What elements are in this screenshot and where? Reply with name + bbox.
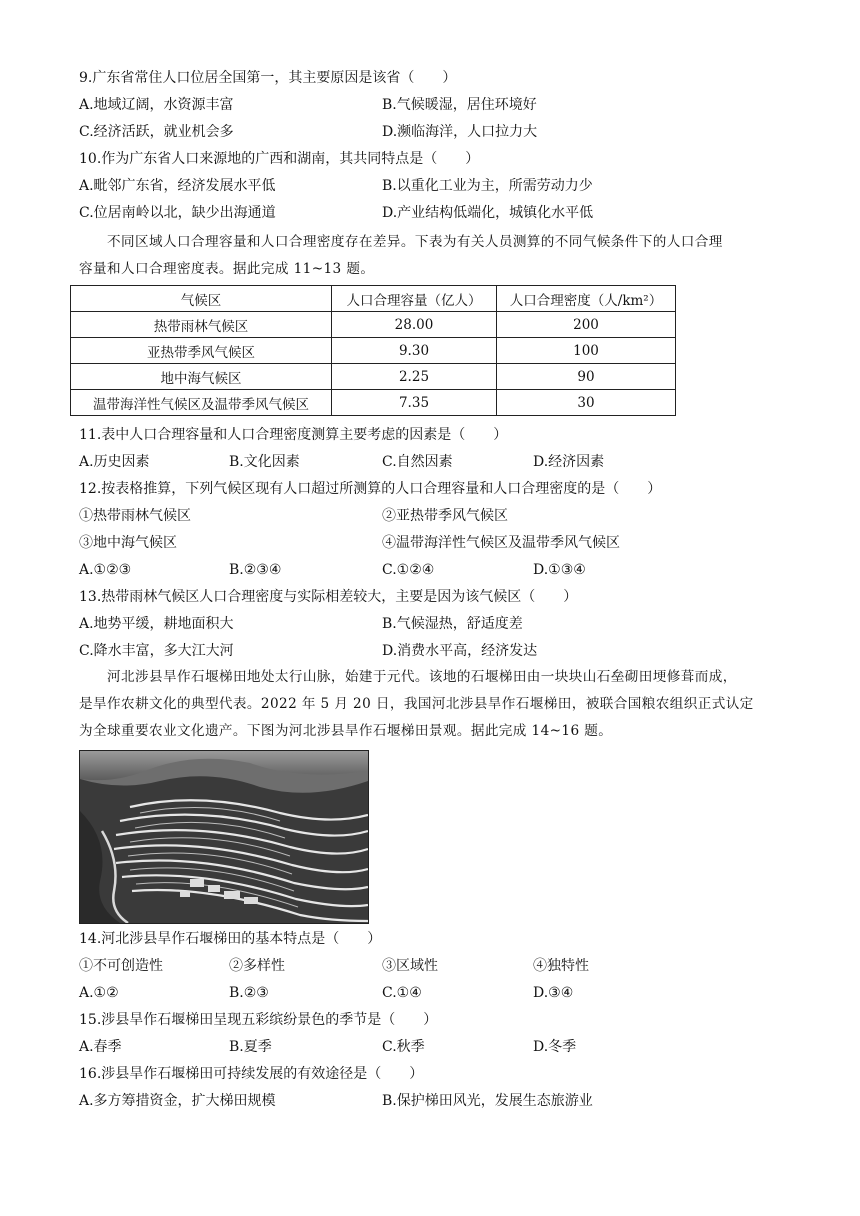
q15-option-d: D.冬季 [533,1039,577,1055]
table-header-row [71,286,676,312]
q9-stem: 9.广东省常住人口位居全国第一，其主要原因是该省（ ） [79,70,457,86]
q14-item-3: ③区域性 [382,958,438,974]
q14-option-d: D.③④ [533,985,574,1001]
q15-option-b: B.夏季 [229,1039,272,1055]
q14-option-a: A.①② [79,985,119,1001]
terrace-landscape-photo [79,750,369,924]
table-cell: 9.30 [332,338,497,364]
table-cell: 2.25 [332,364,497,390]
q13-option-c: C.降水丰富，多大江大河 [79,643,234,659]
q12-option-a: A.①②③ [79,562,132,578]
q13-stem: 13.热带雨林气候区人口合理密度与实际相差较大，主要是因为该气候区（ ） [79,589,578,605]
q13-option-b: B.气候湿热，舒适度差 [382,616,523,632]
q9-option-d: D.濒临海洋，人口拉力大 [382,124,538,140]
q14-item-2: ②多样性 [229,958,285,974]
q10-option-a: A.毗邻广东省，经济发展水平低 [79,178,276,194]
table-cell: 200 [497,312,676,338]
table-header-capacity: 人口合理容量（亿人） [332,286,497,312]
intro2-line2: 是旱作农耕文化的典型代表。2022 年 5 月 20 日，我国河北涉县旱作石堰梯田，被联合国粮农组织正式认定 [79,696,754,712]
q11-stem: 11.表中人口合理容量和人口合理密度测算主要考虑的因素是（ ） [79,427,508,443]
table-row [71,390,676,416]
q10-option-d: D.产业结构低端化，城镇化水平低 [382,205,594,221]
q15-option-a: A.春季 [79,1039,122,1055]
q12-item-4: ④温带海洋性气候区及温带季风气候区 [382,535,620,551]
q9-option-b: B.气候暖湿，居住环境好 [382,97,537,113]
table-row [71,312,676,338]
q14-stem: 14.河北涉县旱作石堰梯田的基本特点是（ ） [79,931,382,947]
table-cell: 亚热带季风气候区 [71,338,332,364]
q11-option-c: C.自然因素 [382,454,453,470]
table-cell: 90 [497,364,676,390]
q14-option-c: C.①④ [382,985,422,1001]
intro1-line2: 容量和人口合理密度表。据此完成 11~13 题。 [79,261,375,277]
q9-option-c: C.经济活跃，就业机会多 [79,124,234,140]
q12-item-2: ②亚热带季风气候区 [382,508,508,524]
q10-option-b: B.以重化工业为主，所需劳动力少 [382,178,593,194]
q12-option-c: C.①②④ [382,562,435,578]
q14-item-1: ①不可创造性 [79,958,163,974]
q15-option-c: C.秋季 [382,1039,425,1055]
q9-option-a: A.地域辽阔，水资源丰富 [79,97,234,113]
table-cell: 热带雨林气候区 [71,312,332,338]
q12-item-1: ①热带雨林气候区 [79,508,191,524]
q12-option-d: D.①③④ [533,562,586,578]
q14-item-4: ④独特性 [533,958,589,974]
intro2-line1: 河北涉县旱作石堰梯田地处太行山脉，始建于元代。该地的石堰梯田由一块块山石垒砌田埂修葺而成， [107,669,737,685]
q11-option-a: A.历史因素 [79,454,150,470]
q10-option-c: C.位居南岭以北，缺少出海通道 [79,205,276,221]
q12-stem: 12.按表格推算，下列气候区现有人口超过所测算的人口合理容量和人口合理密度的是（ ） [79,481,662,497]
table-cell: 100 [497,338,676,364]
table-header-density: 人口合理密度（人/km²） [497,286,676,312]
q12-item-3: ③地中海气候区 [79,535,177,551]
q16-option-a: A.多方筹措资金，扩大梯田规模 [79,1093,276,1109]
intro-paragraph-table [79,229,779,283]
table-row [71,364,676,390]
population-capacity-table [70,285,676,416]
q12-option-b: B.②③④ [229,562,282,578]
q16-option-b: B.保护梯田风光，发展生态旅游业 [382,1093,593,1109]
q13-option-a: A.地势平缓，耕地面积大 [79,616,234,632]
q11-option-d: D.经济因素 [533,454,605,470]
terrace-photo-drawing [80,751,368,923]
q13-option-d: D.消费水平高，经济发达 [382,643,538,659]
table-cell: 28.00 [332,312,497,338]
q16-stem: 16.涉县旱作石堰梯田可持续发展的有效途径是（ ） [79,1066,424,1082]
intro-paragraph-terraces [79,664,779,745]
table-row [71,338,676,364]
table-cell: 地中海气候区 [71,364,332,390]
table-header-climate: 气候区 [71,286,332,312]
q15-stem: 15.涉县旱作石堰梯田呈现五彩缤纷景色的季节是（ ） [79,1012,438,1028]
q11-option-b: B.文化因素 [229,454,300,470]
table-cell: 7.35 [332,390,497,416]
table-cell: 30 [497,390,676,416]
intro1-line1: 不同区域人口合理容量和人口合理密度存在差异。下表为有关人员测算的不同气候条件下的人口合理 [107,234,723,250]
intro2-line3: 为全球重要农业文化遗产。下图为河北涉县旱作石堰梯田景观。据此完成 14~16 题。 [79,723,613,739]
q10-stem: 10.作为广东省人口来源地的广西和湖南，其共同特点是（ ） [79,151,480,167]
q14-option-b: B.②③ [229,985,269,1001]
table-cell: 温带海洋性气候区及温带季风气候区 [71,390,332,416]
